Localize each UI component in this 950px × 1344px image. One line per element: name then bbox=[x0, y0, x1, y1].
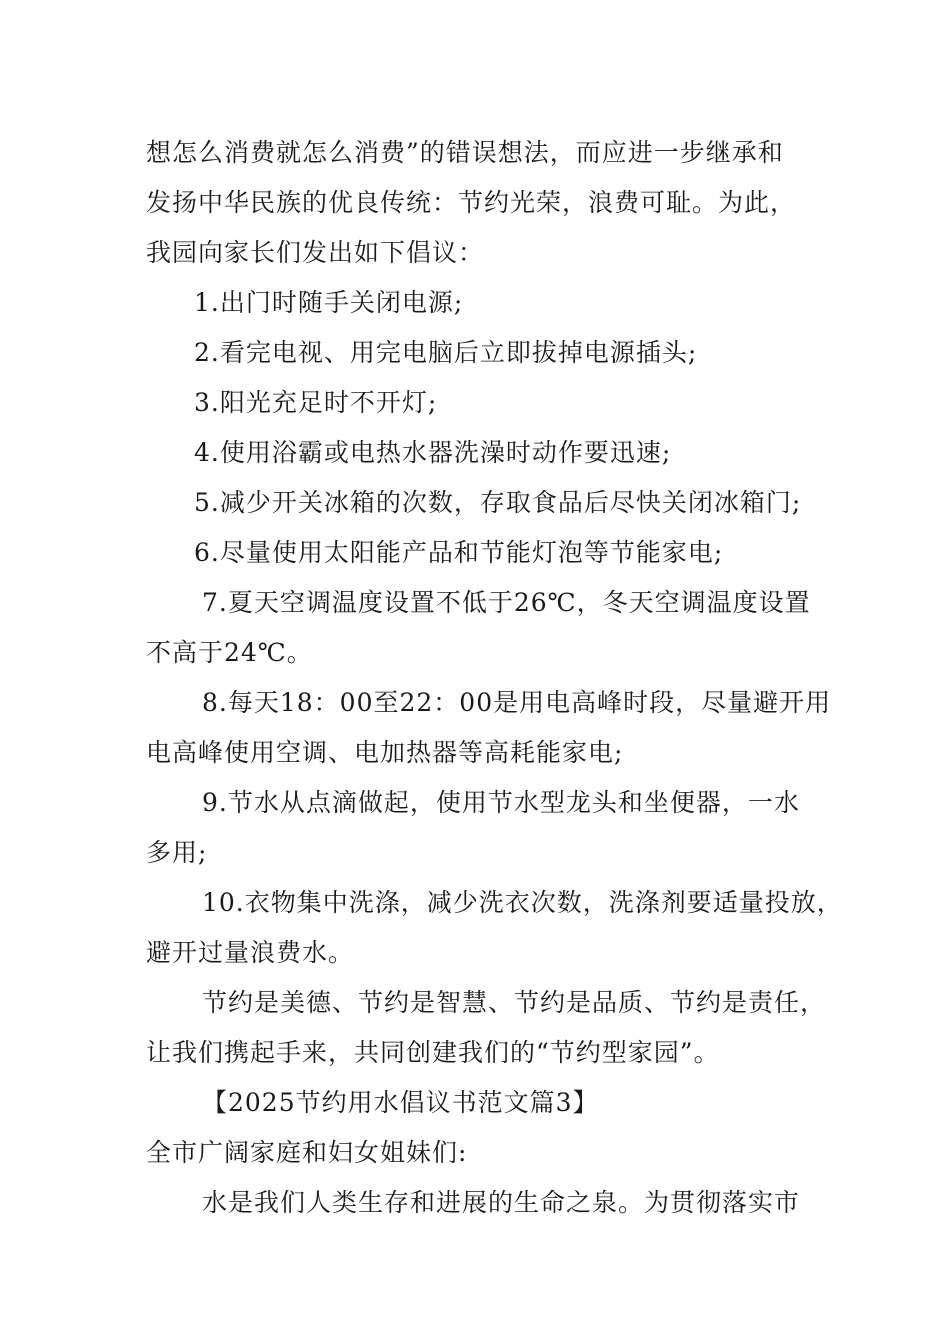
list-item: 3.阳光充足时不开灯; bbox=[194, 388, 438, 417]
paragraph-line: 节约是美德、节约是智慧、节约是品质、节约是责任， bbox=[202, 988, 827, 1017]
paragraph-line: 发扬中华民族的优良传统：节约光荣，浪费可耻。为此， bbox=[146, 188, 797, 217]
list-item-continuation: 不高于24℃。 bbox=[146, 638, 313, 667]
list-item: 4.使用浴霸或电热水器洗澡时动作要迅速; bbox=[194, 438, 672, 467]
list-item-continuation: 电高峰使用空调、电加热器等高耗能家电; bbox=[146, 738, 624, 767]
list-item: 5.减少开关冰箱的次数，存取食品后尽快关闭冰箱门; bbox=[194, 488, 802, 517]
document-body bbox=[146, 128, 843, 1228]
list-item: 8.每天18：00至22：00是用电高峰时段，尽量避开用 bbox=[202, 688, 832, 717]
list-item: 10.衣物集中洗涤，减少洗衣次数，洗涤剂要适量投放， bbox=[202, 888, 843, 917]
paragraph-line: 想怎么消费就怎么消费”的错误想法，而应进一步继承和 bbox=[146, 138, 784, 167]
list-item: 7.夏天空调温度设置不低于26℃，冬天空调温度设置 bbox=[202, 588, 811, 617]
list-item: 6.尽量使用太阳能产品和节能灯泡等节能家电; bbox=[194, 538, 724, 567]
salutation: 全市广阔家庭和妇女姐妹们: bbox=[146, 1138, 468, 1167]
paragraph-line: 水是我们人类生存和进展的生命之泉。为贯彻落实市 bbox=[202, 1188, 801, 1217]
list-item: 9.节水从点滴做起，使用节水型龙头和坐便器，一水 bbox=[202, 788, 800, 817]
list-item: 1.出门时随手关闭电源; bbox=[194, 288, 464, 317]
list-item-continuation: 多用; bbox=[146, 838, 208, 867]
list-item-continuation: 避开过量浪费水。 bbox=[146, 938, 355, 967]
paragraph-line: 我园向家长们发出如下倡议： bbox=[146, 238, 485, 267]
paragraph-line: 让我们携起手来，共同创建我们的“节约型家园”。 bbox=[146, 1038, 720, 1067]
list-item: 2.看完电视、用完电脑后立即拔掉电源插头; bbox=[194, 338, 698, 367]
section-heading: 【2025节约用水倡议书范文篇3】 bbox=[202, 1088, 599, 1117]
